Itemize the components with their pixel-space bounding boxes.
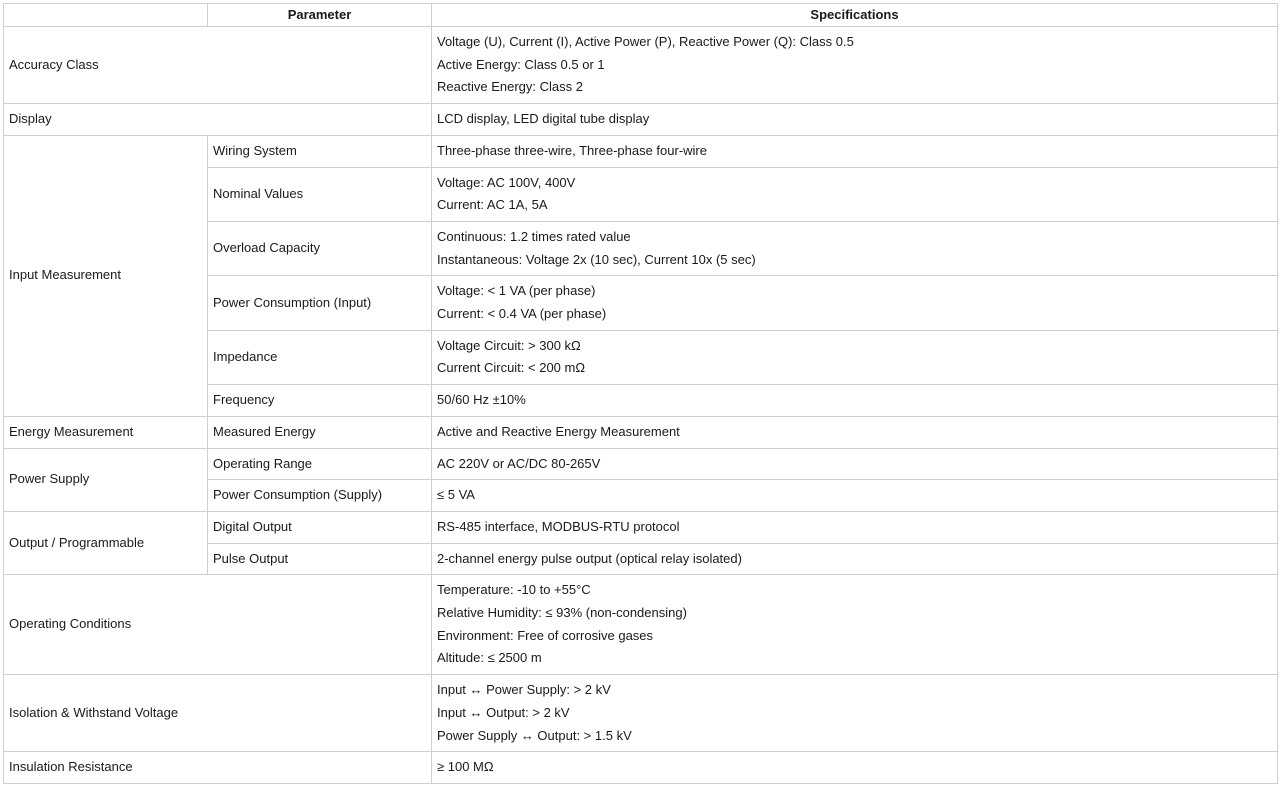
spec-line: Current: AC 1A, 5A bbox=[437, 197, 548, 213]
header-row bbox=[4, 4, 1278, 27]
param-operating-conditions: Operating Conditions bbox=[4, 575, 432, 675]
spec-line: ≥ 100 MΩ bbox=[437, 759, 494, 775]
spec-line: Reactive Energy: Class 2 bbox=[437, 79, 583, 95]
header-empty-cell bbox=[4, 4, 208, 27]
spec-line: 50/60 Hz ±10% bbox=[437, 392, 526, 408]
subparam-wiring-system: Wiring System bbox=[208, 135, 432, 167]
spec-line: 2-channel energy pulse output (optical relay isolated) bbox=[437, 550, 742, 566]
param-power-supply: Power Supply bbox=[4, 448, 208, 511]
subparam-power-consumption-supply: Power Consumption (Supply) bbox=[208, 480, 432, 512]
spec-accuracy-class bbox=[432, 27, 1278, 104]
table-row bbox=[4, 135, 1278, 167]
param-output-programmable: Output / Programmable bbox=[4, 511, 208, 574]
spec-line: Active Energy: Class 0.5 or 1 bbox=[437, 56, 605, 72]
spec-line: Input ↔ Power Supply: > 2 kV bbox=[437, 682, 611, 698]
spec-line: ≤ 5 VA bbox=[437, 487, 475, 503]
table-row bbox=[4, 27, 1278, 104]
spec-line: Instantaneous: Voltage 2x (10 sec), Current 10x (5 sec) bbox=[437, 251, 756, 267]
spec-line: Active and Reactive Energy Measurement bbox=[437, 423, 680, 439]
header-parameter: Parameter bbox=[208, 4, 432, 27]
spec-impedance bbox=[432, 330, 1278, 384]
param-display: Display bbox=[4, 104, 432, 136]
param-isolation-withstand-voltage: Isolation & Withstand Voltage bbox=[4, 675, 432, 752]
spec-frequency bbox=[432, 385, 1278, 417]
spec-operating-range bbox=[432, 448, 1278, 480]
spec-line: LCD display, LED digital tube display bbox=[437, 111, 650, 127]
param-insulation-resistance: Insulation Resistance bbox=[4, 752, 432, 784]
spec-pulse-output bbox=[432, 543, 1278, 575]
table-row bbox=[4, 511, 1278, 543]
subparam-pulse-output: Pulse Output bbox=[208, 543, 432, 575]
spec-display bbox=[432, 104, 1278, 136]
spec-nominal-values bbox=[432, 167, 1278, 221]
subparam-nominal-values: Nominal Values bbox=[208, 167, 432, 221]
spec-line: Continuous: 1.2 times rated value bbox=[437, 228, 631, 244]
spec-line: Current: < 0.4 VA (per phase) bbox=[437, 306, 607, 322]
spec-digital-output bbox=[432, 511, 1278, 543]
spec-insulation-resistance bbox=[432, 752, 1278, 784]
spec-line: AC 220V or AC/DC 80-265V bbox=[437, 455, 601, 471]
spec-line: Voltage: AC 100V, 400V bbox=[437, 174, 576, 190]
spec-power-consumption-input bbox=[432, 276, 1278, 330]
param-energy-measurement: Energy Measurement bbox=[4, 416, 208, 448]
param-accuracy-class: Accuracy Class bbox=[4, 27, 432, 104]
subparam-power-consumption-input: Power Consumption (Input) bbox=[208, 276, 432, 330]
table-row bbox=[4, 448, 1278, 480]
specifications-table bbox=[3, 3, 1278, 784]
spec-measured-energy bbox=[432, 416, 1278, 448]
spec-line: Temperature: -10 to +55°C bbox=[437, 582, 591, 598]
subparam-overload-capacity: Overload Capacity bbox=[208, 221, 432, 275]
subparam-operating-range: Operating Range bbox=[208, 448, 432, 480]
spec-line: Relative Humidity: ≤ 93% (non-condensing) bbox=[437, 605, 687, 621]
spec-line: Voltage (U), Current (I), Active Power (P), Reactive Power (Q): Class 0.5 bbox=[437, 34, 854, 49]
spec-line: Voltage Circuit: > 300 kΩ bbox=[437, 337, 581, 353]
subparam-impedance: Impedance bbox=[208, 330, 432, 384]
table-row bbox=[4, 675, 1278, 752]
header-specifications: Specifications bbox=[432, 4, 1278, 27]
table-row bbox=[4, 752, 1278, 784]
spec-line: Current Circuit: < 200 mΩ bbox=[437, 360, 586, 376]
param-input-measurement: Input Measurement bbox=[4, 135, 208, 416]
table-row bbox=[4, 575, 1278, 675]
table-row bbox=[4, 416, 1278, 448]
spec-line: Power Supply ↔ Output: > 1.5 kV bbox=[437, 727, 632, 743]
spec-isolation-withstand-voltage bbox=[432, 675, 1278, 752]
spec-wiring-system bbox=[432, 135, 1278, 167]
spec-line: Three-phase three-wire, Three-phase four-wire bbox=[437, 142, 707, 158]
spec-line: Input ↔ Output: > 2 kV bbox=[437, 704, 570, 720]
subparam-measured-energy: Measured Energy bbox=[208, 416, 432, 448]
spec-line: Voltage: < 1 VA (per phase) bbox=[437, 283, 596, 299]
spec-operating-conditions bbox=[432, 575, 1278, 675]
spec-power-consumption-supply bbox=[432, 480, 1278, 512]
table-row bbox=[4, 104, 1278, 136]
spec-line: Altitude: ≤ 2500 m bbox=[437, 650, 542, 666]
spec-overload-capacity bbox=[432, 221, 1278, 275]
subparam-digital-output: Digital Output bbox=[208, 511, 432, 543]
subparam-frequency: Frequency bbox=[208, 385, 432, 417]
spec-line: RS-485 interface, MODBUS-RTU protocol bbox=[437, 518, 680, 534]
spec-line: Environment: Free of corrosive gases bbox=[437, 627, 654, 643]
